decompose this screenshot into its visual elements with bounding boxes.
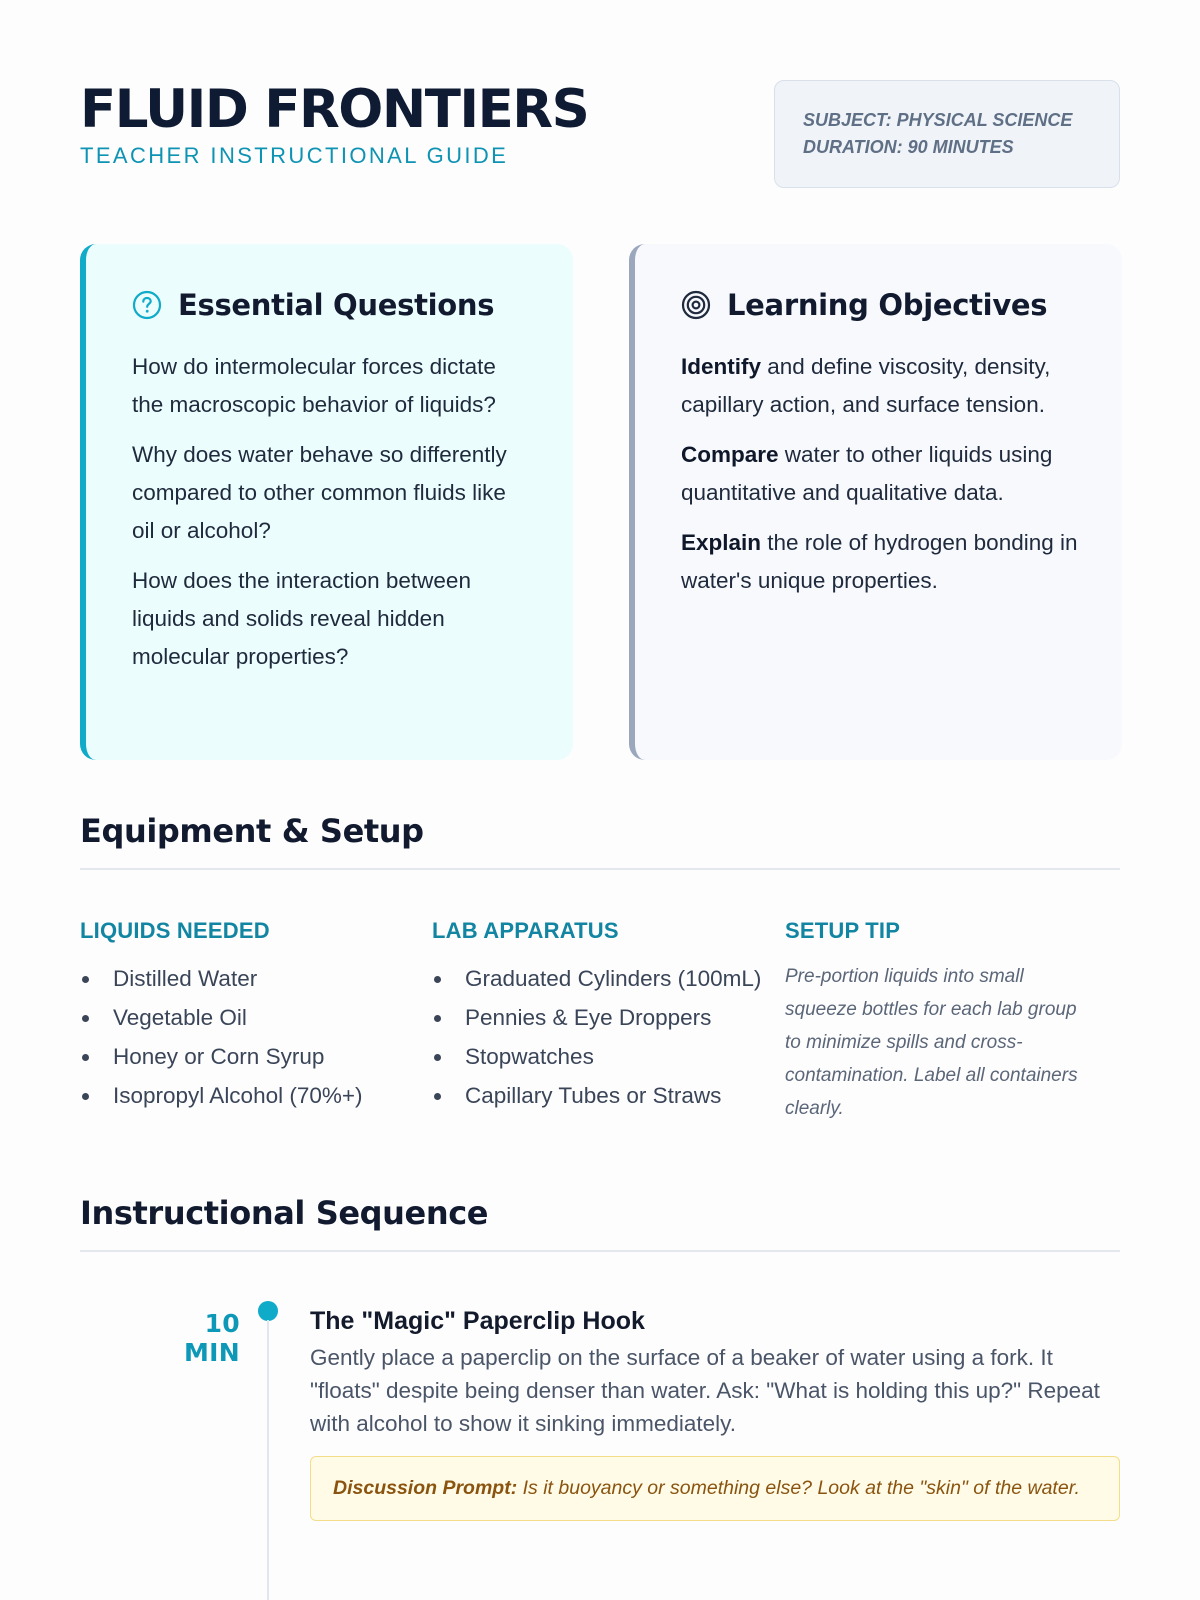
objective-verb: Identify [681,354,762,379]
timeline-dot [258,1301,278,1321]
discussion-prompt [310,1456,1120,1521]
page-title: FLUID FRONTIERS [80,79,589,140]
prompt-label: Discussion Prompt: [333,1477,518,1499]
sequence-step [310,1305,1120,1521]
prompt-text: Is it buoyancy or something else? Look at the "skin" of the water. [517,1477,1080,1499]
duration-label: DURATION: 90 MINUTES [803,137,1014,157]
objective-text: and define viscosity, density, capillary action, and surface tension. [681,354,1051,417]
list-item: Pennies & Eye Droppers [432,1001,762,1034]
objective-verb: Explain [681,530,762,555]
step-time: 10 MIN [183,1309,240,1367]
learning-objectives-title: Learning Objectives [727,288,1048,322]
question-item: How do intermolecular forces dictate the macroscopic behavior of liquids? [132,354,496,417]
target-icon [681,290,711,320]
liquids-title: LIQUIDS NEEDED [80,918,270,943]
objective-item [681,348,1082,424]
list-item: Vegetable Oil [80,1001,410,1034]
page-subtitle: TEACHER INSTRUCTIONAL GUIDE [80,143,509,168]
objective-text: water to other liquids using quantitative and qualitative data. [681,442,1053,505]
section-divider [80,868,1120,870]
essential-questions-title: Essential Questions [178,288,495,322]
objective-text: the role of hydrogen bonding in water's unique properties. [681,530,1078,593]
subject-label: SUBJECT: PHYSICAL SCIENCE [803,110,1073,130]
meta-box [774,80,1120,188]
section-divider [80,1250,1120,1252]
liquids-column [80,918,410,1112]
essential-questions-card [80,244,573,760]
apparatus-title: LAB APPARATUS [432,918,619,943]
apparatus-column [432,918,762,1112]
setup-tip-text: Pre-portion liquids into small squeeze bottles for each lab group to minimize spills and cross-contamination. Label all containers clearly. [785,966,1078,1119]
step-title: The "Magic" Paperclip Hook [310,1307,645,1335]
list-item: Honey or Corn Syrup [80,1040,410,1073]
list-item: Isopropyl Alcohol (70%+) [80,1079,410,1112]
question-item: Why does water behave so differently compared to other common fluids like oil or alcohol? [132,442,507,543]
step-body: Gently place a paperclip on the surface of a beaker of water using a fork. It "floats" despite being denser than water. Ask: "What is holding this up?" Repeat with alcohol to show it sinking immediately. [310,1345,1100,1436]
list-item: Capillary Tubes or Straws [432,1079,762,1112]
timeline-line [267,1320,269,1600]
sequence-section-title: Instructional Sequence [80,1194,489,1232]
objective-item [681,524,1082,600]
page-header [80,78,1120,190]
objective-item [681,436,1082,512]
learning-objectives-card [629,244,1122,760]
list-item: Stopwatches [432,1040,762,1073]
setup-tip-column [785,918,1090,1125]
list-item: Distilled Water [80,962,410,995]
question-circle-icon [132,290,162,320]
objective-verb: Compare [681,442,779,467]
equipment-section-title: Equipment & Setup [80,812,424,850]
question-item: How does the interaction between liquids and solids reveal hidden molecular properties? [132,568,471,669]
setup-tip-title: SETUP TIP [785,918,901,943]
list-item: Graduated Cylinders (100mL) [432,962,762,995]
